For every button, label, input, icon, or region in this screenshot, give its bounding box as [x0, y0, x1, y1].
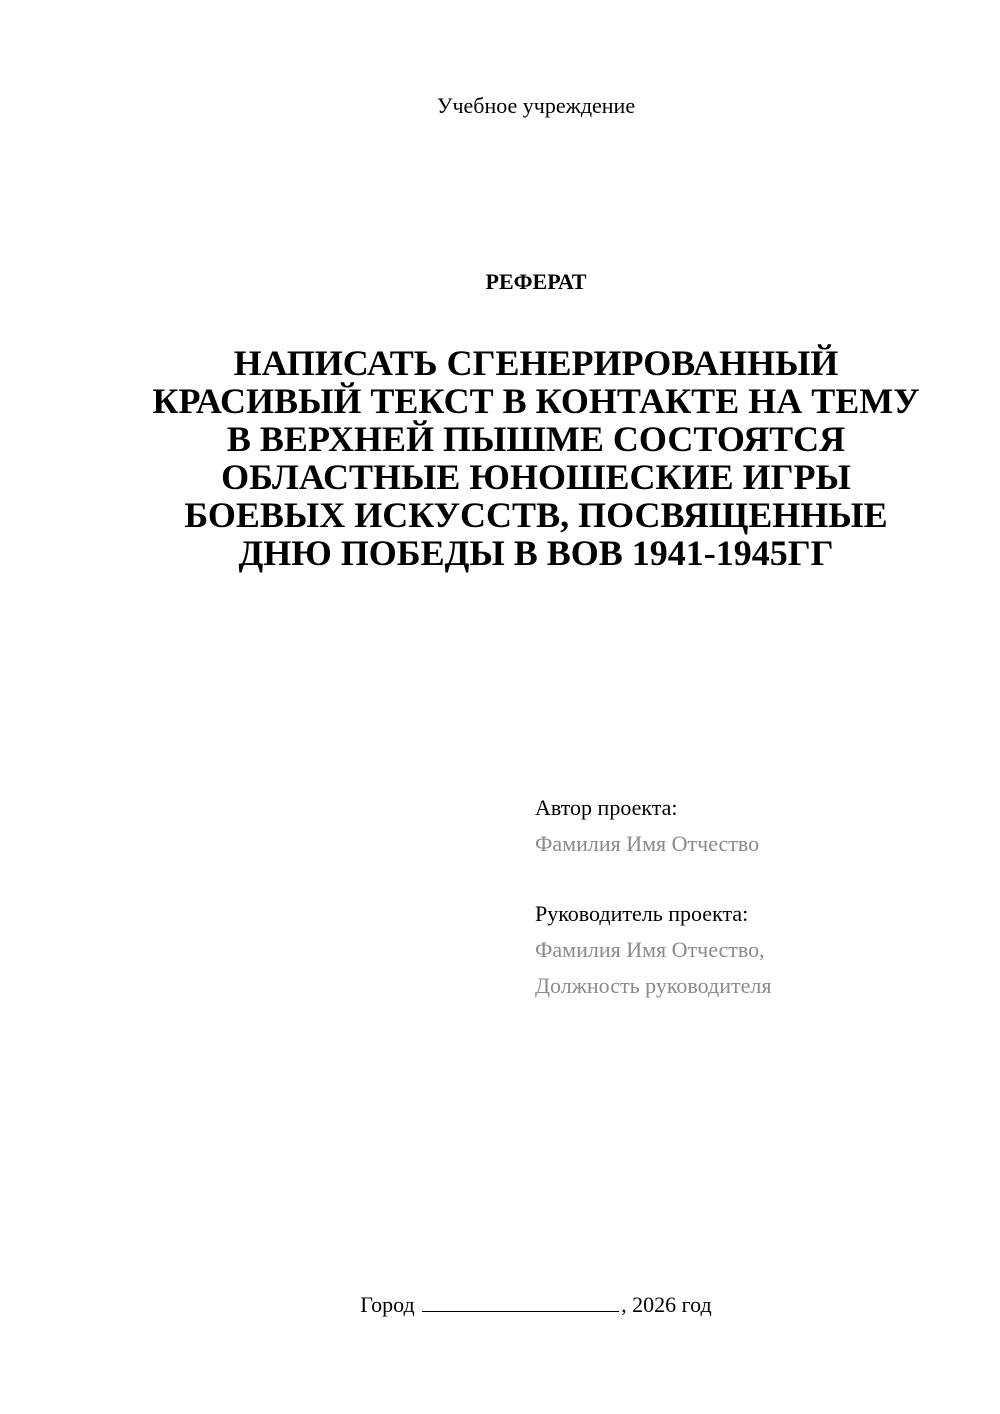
- supervisor-position: Должность руководителя: [535, 973, 772, 998]
- document-title: НАПИСАТЬ СГЕНЕРИРОВАННЫЙ КРАСИВЫЙ ТЕКСТ В КОНТАКТЕ НА ТЕМУ В ВЕРХНЕЙ ПЫШМЕ СОСТОЯТСЯ ОБЛАСТНЫЕ ЮНОШЕСКИЕ ИГРЫ БОЕВЫХ ИСКУССТВ, ПОСВЯЩЕННЫЕ ДНЮ ПОБЕДЫ В ВОВ 1941-1945ГГ: [152, 343, 920, 573]
- supervisor-name: Фамилия Имя Отчество,: [535, 937, 765, 962]
- author-label: Автор проекта:: [535, 795, 678, 820]
- city-label: Город: [360, 1292, 415, 1317]
- supervisor-label: Руководитель проекта:: [535, 901, 749, 926]
- city-year-line: [0, 1291, 1000, 1319]
- year-text: , 2026 год: [621, 1292, 712, 1317]
- city-blank-underline: [422, 1291, 619, 1312]
- institution-name: Учебное учреждение: [436, 93, 636, 118]
- project-people-block: [535, 790, 975, 1004]
- author-name: Фамилия Имя Отчество: [535, 831, 760, 856]
- spacer: [535, 862, 975, 896]
- document-type-label: РЕФЕРАТ: [485, 269, 587, 294]
